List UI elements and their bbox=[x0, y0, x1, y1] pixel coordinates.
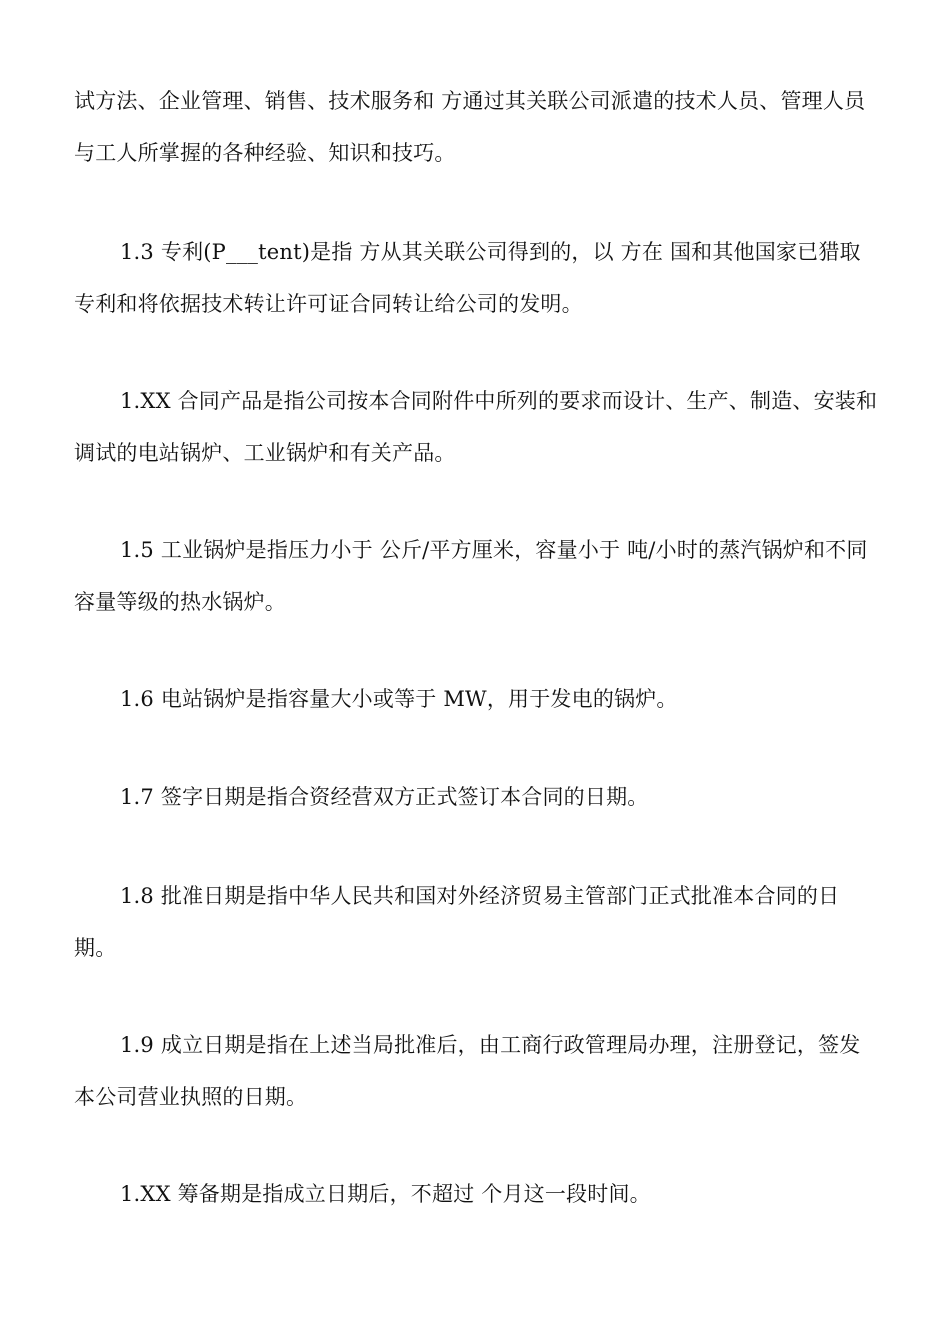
paragraph-1-9-establishment-date: 1.9 成立日期是指在上述当局批准后，由工商行政管理局办理，注册登记，签发本公司营业执照的日期。 bbox=[74, 1033, 861, 1109]
paragraph-1-6-power-station-boiler: 1.6 电站锅炉是指容量大小或等于 MW，用于发电的锅炉。 bbox=[120, 687, 678, 711]
paragraph-1-5-industrial-boiler: 1.5 工业锅炉是指压力小于 公斤/平方厘米，容量小于 吨/小时的蒸汽锅炉和不同容量等级的热水锅炉。 bbox=[74, 538, 868, 614]
paragraph-contract-products: 1.XX 合同产品是指公司按本合同附件中所列的要求而设计、生产、制造、安装和调试的电站锅炉、工业锅炉和有关产品。 bbox=[74, 389, 878, 465]
paragraph-1-8-approval-date: 1.8 批准日期是指中华人民共和国对外经济贸易主管部门正式批准本合同的日期。 bbox=[74, 884, 840, 960]
paragraph-1-7-signing-date: 1.7 签字日期是指合资经营双方正式签订本合同的日期。 bbox=[120, 785, 649, 809]
paragraph-1-3-patent: 1.3 专利(P___tent)是指 方从其关联公司得到的，以 方在 国和其他国家已猎取专利和将依据技术转让许可证合同转让给公司的发明。 bbox=[74, 240, 861, 316]
paragraph-continuation: 试方法、企业管理、销售、技术服务和 方通过其关联公司派遣的技术人员、管理人员与工人所掌握的各种经验、知识和技巧。 bbox=[74, 89, 866, 165]
paragraph-preparation-period: 1.XX 筹备期是指成立日期后，不超过 个月这一段时间。 bbox=[120, 1182, 651, 1206]
